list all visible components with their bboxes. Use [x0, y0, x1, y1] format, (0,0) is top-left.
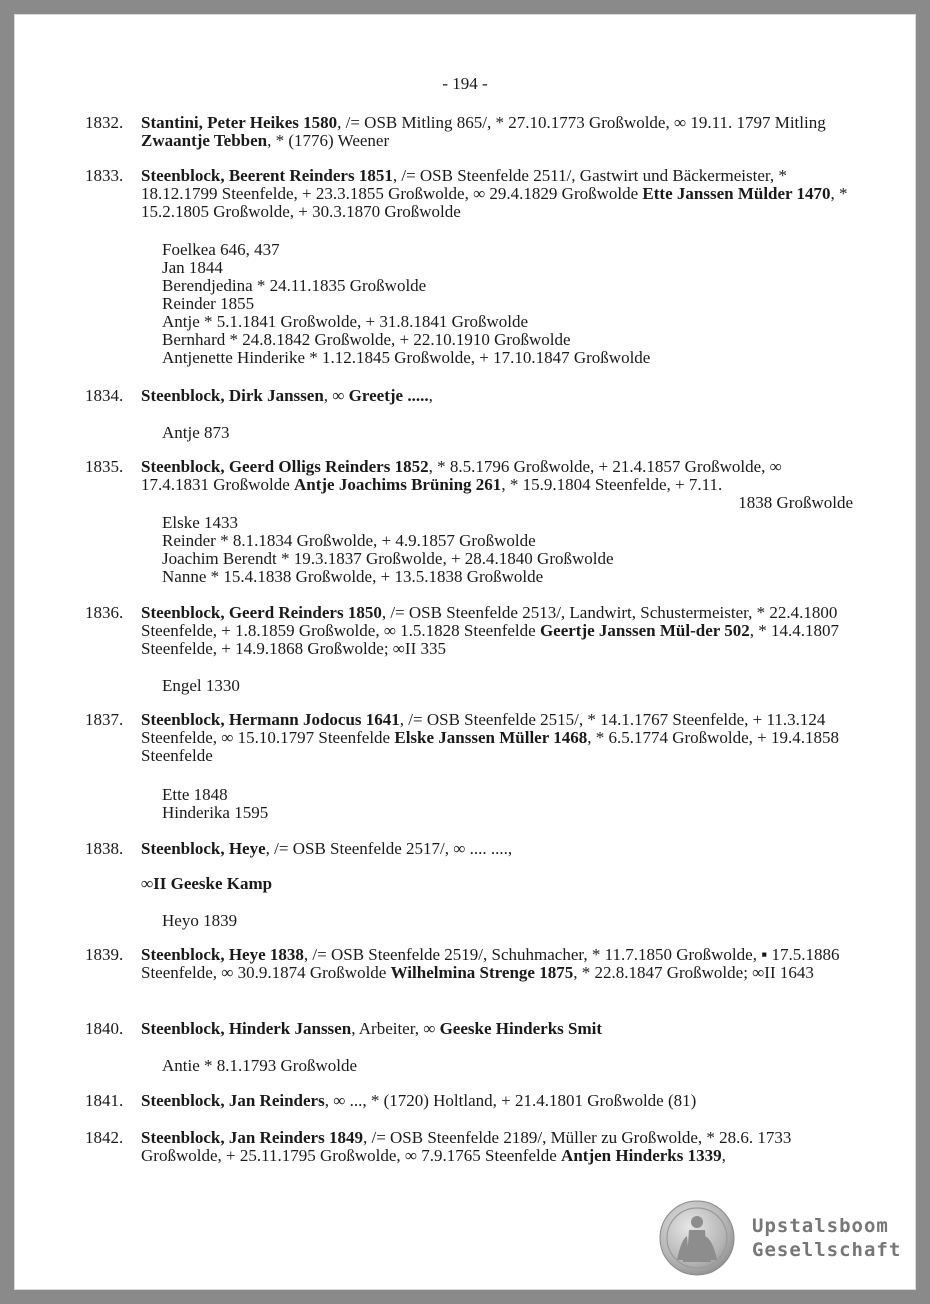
person-name: Steenblock, Hermann Jodocus 1641: [141, 710, 400, 729]
entry-text: [141, 1129, 853, 1165]
entry-details: , * (1776) Weener: [267, 131, 390, 150]
entry-text: [141, 387, 853, 405]
person-name: Steenblock, Dirk Janssen: [141, 386, 324, 405]
entry-number: 1838.: [85, 839, 124, 858]
entry-details: ,: [721, 1146, 726, 1165]
children-list-1836: [162, 677, 240, 695]
spouse-name: Zwaantje Tebben: [141, 131, 268, 150]
child-entry: Berendjedina * 24.11.1835 Großwolde: [162, 276, 427, 295]
children-list-1833: [162, 241, 650, 367]
society-name-line2: Gesellschaft: [752, 1239, 902, 1261]
child-entry: Ette 1848: [162, 785, 228, 804]
spouse-name: Elske Janssen Müller 1468: [394, 728, 588, 747]
person-name: Steenblock, Geerd Olligs Reinders 1852: [141, 457, 429, 476]
entry-1835: [85, 458, 853, 512]
spouse-name: Wilhelmina Strenge 1875: [390, 963, 574, 982]
entry-1834: [85, 387, 853, 405]
entry-details: , /= OSB Steenfelde 2519/, Schuhmacher, * 11.7.1850 Großwolde, ▪ 17.5.1886 Steenfelde, ∞ 30.9.1874 Großwolde: [141, 945, 840, 982]
entry-1837: [85, 711, 853, 765]
entry-number: 1835.: [85, 457, 124, 476]
spouse-name: Geertje Janssen Mül-der 502: [539, 621, 750, 640]
spouse-name: Antjen Hinderks 1339: [561, 1146, 722, 1165]
entry-number: 1842.: [85, 1128, 124, 1147]
person-name: Steenblock, Geerd Reinders 1850: [141, 603, 382, 622]
society-name: [752, 1214, 901, 1262]
entry-1839: [85, 946, 853, 982]
entry-number: 1836.: [85, 603, 124, 622]
entry-details: , * 22.8.1847 Großwolde; ∞II 1643: [573, 963, 814, 982]
entry-1841: [85, 1092, 853, 1110]
child-entry: Nanne * 15.4.1838 Großwolde, + 13.5.1838 Großwolde: [162, 567, 544, 586]
entry-details: , * 15.9.1804 Steenfelde, + 7.11.: [501, 475, 723, 494]
entry-details: , * 8.5.1796 Großwolde, + 21.4.1857 Großwolde, ∞ 17.4.1831 Großwolde: [141, 457, 782, 494]
entry-1832: [85, 114, 853, 150]
entry-details: , /= OSB Steenfelde 2515/, * 14.1.1767 Steenfelde, + 11.3.124 Steenfelde, ∞ 15.10.1797 Steenfelde: [141, 710, 826, 747]
children-list-1835: [162, 514, 614, 586]
entry-details: , * 15.2.1805 Großwolde, + 30.3.1870 Großwolde: [141, 184, 848, 221]
person-name: Stantini, Peter Heikes 1580: [141, 113, 338, 132]
spouse-name: Greetje .....: [348, 386, 429, 405]
entry-number: 1832.: [85, 113, 124, 132]
entry-text: [141, 1092, 853, 1110]
entry-text: [141, 946, 853, 982]
entry-number: 1837.: [85, 710, 124, 729]
entry-number: 1839.: [85, 945, 124, 964]
child-entry: Bernhard * 24.8.1842 Großwolde, + 22.10.1910 Großwolde: [162, 330, 571, 349]
child-entry: Reinder * 8.1.1834 Großwolde, + 4.9.1857 Großwolde: [162, 531, 536, 550]
entry-continuation: 1838 Großwolde: [738, 493, 853, 512]
child-entry: Hinderika 1595: [162, 803, 269, 822]
entry-details: , Arbeiter, ∞: [351, 1019, 440, 1038]
entry-details: , ∞: [323, 386, 349, 405]
page-number: - 194 -: [442, 74, 488, 93]
child-entry: Foelkea 646, 437: [162, 240, 280, 259]
child-entry: Reinder 1855: [162, 294, 255, 313]
entry-details: , /= OSB Steenfelde 2511/, Gastwirt und Bäckermeister, * 18.12.1799 Steenfelde, + 23.3.1855 Großwolde, ∞ 29.4.1829 Großwolde: [141, 166, 787, 203]
entry-details: , * 14.4.1807 Steenfelde, + 14.9.1868 Großwolde; ∞II 335: [141, 621, 839, 658]
child-entry: Engel 1330: [162, 676, 240, 695]
entry-1836: [85, 604, 853, 658]
entry-number: 1841.: [85, 1091, 124, 1110]
entry-1842: [85, 1129, 853, 1165]
children-list-1840: [162, 1057, 357, 1075]
entry-text: [141, 1020, 853, 1038]
society-name-line1: Upstalsboom: [752, 1215, 889, 1237]
entry-text: [141, 840, 853, 858]
document-page: [14, 14, 916, 1290]
child-entry: Antje * 5.1.1841 Großwolde, + 31.8.1841 Großwolde: [162, 312, 529, 331]
spouse-name: Ette Janssen Mülder 1470: [642, 184, 831, 203]
entry-text: [141, 167, 853, 221]
entry-1833: [85, 167, 853, 221]
second-marriage: ∞II Geeske Kamp: [141, 874, 273, 893]
entry-details: , ∞ ..., * (1720) Holtland, + 21.4.1801 Großwolde (81): [324, 1091, 697, 1110]
society-seal-icon: [659, 1200, 735, 1276]
entry-text: [141, 114, 853, 150]
person-name: Steenblock, Jan Reinders 1849: [141, 1128, 363, 1147]
child-entry: Antje 873: [162, 423, 230, 442]
entry-details: , /= OSB Mitling 865/, * 27.10.1773 Großwolde, ∞ 19.11. 1797 Mitling: [337, 113, 826, 132]
entry-text: [141, 604, 853, 658]
entry-details: , /= OSB Steenfelde 2513/, Landwirt, Schustermeister, * 22.4.1800 Steenfelde, + 1.8.1859 Großwolde, ∞ 1.5.1828 Steenfelde: [141, 603, 838, 640]
children-list-1837: [162, 786, 268, 822]
spouse-name: Geeske Hinderks Smit: [439, 1019, 603, 1038]
children-list-1838: [162, 912, 237, 930]
person-name: Steenblock, Beerent Reinders 1851: [141, 166, 393, 185]
entry-details: , /= OSB Steenfelde 2517/, ∞ .... ....,: [265, 839, 513, 858]
entry-details: , * 6.5.1774 Großwolde, + 19.4.1858 Steenfelde: [141, 728, 840, 765]
children-list-1834: [162, 424, 230, 442]
entry-1840: [85, 1020, 853, 1038]
child-entry: Antie * 8.1.1793 Großwolde: [162, 1056, 358, 1075]
entry-number: 1833.: [85, 166, 124, 185]
child-entry: Joachim Berendt * 19.3.1837 Großwolde, + 28.4.1840 Großwolde: [162, 549, 614, 568]
child-entry: Heyo 1839: [162, 911, 238, 930]
entry-text: [141, 711, 853, 765]
person-name: Steenblock, Heye 1838: [141, 945, 304, 964]
spouse-name: Antje Joachims Brüning 261: [293, 475, 502, 494]
child-entry: Elske 1433: [162, 513, 239, 532]
entry-number: 1834.: [85, 386, 124, 405]
entry-1838: [85, 840, 853, 893]
entry-details: ,: [428, 386, 433, 405]
entry-text: [141, 458, 853, 494]
person-name: Steenblock, Hinderk Janssen: [141, 1019, 352, 1038]
child-entry: Jan 1844: [162, 258, 223, 277]
person-name: Steenblock, Jan Reinders: [141, 1091, 325, 1110]
entry-details: , /= OSB Steenfelde 2189/, Müller zu Großwolde, * 28.6. 1733 Großwolde, + 25.11.1795 Großwolde, ∞ 7.9.1765 Steenfelde: [141, 1128, 792, 1165]
person-name: Steenblock, Heye: [141, 839, 266, 858]
entry-number: 1840.: [85, 1019, 124, 1038]
child-entry: Antjenette Hinderike * 1.12.1845 Großwolde, + 17.10.1847 Großwolde: [162, 348, 651, 367]
